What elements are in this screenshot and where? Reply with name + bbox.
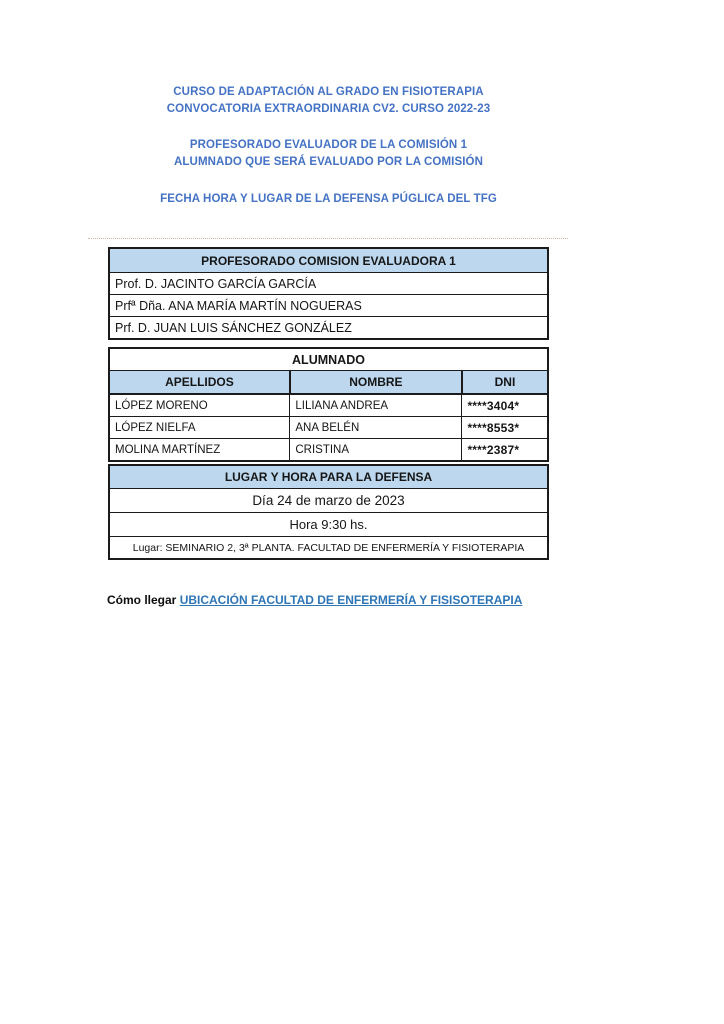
table-row	[109, 537, 548, 560]
location-link[interactable]: UBICACIÓN FACULTAD DE ENFERMERÍA Y FISISOTERAPIA	[179, 593, 523, 607]
table-row	[109, 394, 548, 417]
how-to-get-there-line	[107, 593, 667, 607]
course-title-line1: CURSO DE ADAPTACIÓN AL GRADO EN FISIOTERAPIA	[173, 86, 484, 98]
student-apellidos: LÓPEZ MORENO	[109, 394, 290, 417]
student-dni: ****3404*	[462, 394, 548, 417]
course-title-block	[108, 84, 549, 118]
student-nombre: LILIANA ANDREA	[290, 394, 462, 417]
students-table-title: ALUMNADO	[109, 348, 548, 371]
column-header-dni: DNI	[462, 371, 548, 395]
student-apellidos: LÓPEZ NIELFA	[109, 417, 290, 439]
students-table-columns-row	[109, 371, 548, 395]
defense-table	[108, 464, 549, 560]
students-table-title-row	[109, 348, 548, 371]
table-row	[109, 513, 548, 537]
defense-table-header-row	[109, 465, 548, 489]
defense-place: Lugar: SEMINARIO 2, 3ª PLANTA. FACULTAD DE ENFERMERÍA Y FISIOTERAPIA	[109, 537, 548, 560]
how-to-get-there-label: Cómo llegar	[107, 593, 180, 607]
defense-subtitle-line1: FECHA HORA Y LUGAR DE LA DEFENSA PÚGLICA DEL TFG	[160, 193, 497, 205]
defense-subtitle-block	[108, 191, 549, 208]
students-table	[108, 347, 549, 462]
commission-subtitle-line1: PROFESORADO EVALUADOR DE LA COMISIÓN 1	[189, 139, 468, 151]
student-nombre: ANA BELÉN	[290, 417, 462, 439]
defense-time: Hora 9:30 hs.	[109, 513, 548, 537]
committee-table	[108, 247, 549, 340]
student-apellidos: MOLINA MARTÍNEZ	[109, 439, 290, 462]
committee-table-header-row	[109, 248, 548, 273]
table-row	[109, 417, 548, 439]
commission-subtitle-line2: ALUMNADO QUE SERÁ EVALUADO POR LA COMISIÓN	[174, 156, 483, 168]
table-row	[109, 295, 548, 317]
defense-table-title: LUGAR Y HORA PARA LA DEFENSA	[109, 465, 548, 489]
commission-subtitle-block	[108, 137, 549, 171]
table-row	[109, 489, 548, 513]
course-title-line2: CONVOCATORIA EXTRAORDINARIA CV2. CURSO 2022-23	[166, 103, 491, 115]
student-dni: ****8553*	[462, 417, 548, 439]
table-row	[109, 273, 548, 295]
committee-table-title: PROFESORADO COMISION EVALUADORA 1	[109, 248, 548, 273]
table-row	[109, 439, 548, 462]
committee-member: Prf. D. JUAN LUIS SÁNCHEZ GONZÁLEZ	[109, 317, 548, 340]
table-row	[109, 317, 548, 340]
column-header-nombre: NOMBRE	[290, 371, 462, 395]
student-dni: ****2387*	[462, 439, 548, 462]
column-header-apellidos: APELLIDOS	[109, 371, 290, 395]
committee-member: Prfª Dña. ANA MARÍA MARTÍN NOGUERAS	[109, 295, 548, 317]
defense-date: Día 24 de marzo de 2023	[109, 489, 548, 513]
committee-member: Prof. D. JACINTO GARCÍA GARCÍA	[109, 273, 548, 295]
divider-dotted-line	[88, 238, 568, 239]
student-nombre: CRISTINA	[290, 439, 462, 462]
